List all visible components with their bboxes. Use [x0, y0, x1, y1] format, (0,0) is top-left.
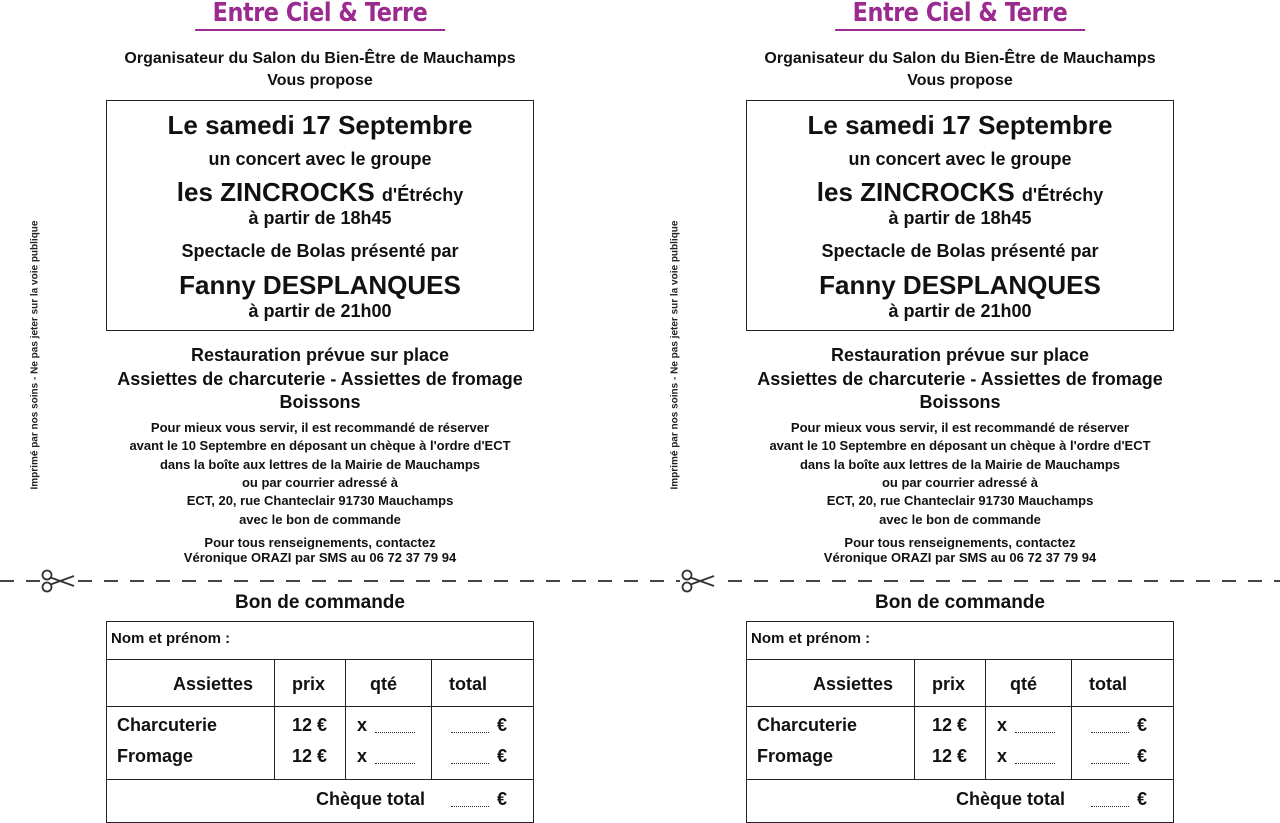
flyer-right [640, 0, 1280, 823]
event-group [640, 177, 1280, 208]
info-line-5: ECT, 20, rue Chanteclair 91730 Mauchamps [826, 493, 1094, 508]
order-form [746, 621, 1174, 823]
currency: € [497, 715, 508, 735]
currency: € [1137, 715, 1148, 735]
side-note: Imprimé par nos soins - Ne pas jeter sur la voie publique [669, 220, 681, 490]
qty-field[interactable] [357, 715, 415, 736]
row-price: 12 € [292, 715, 328, 735]
food-line-1: Restauration prévue sur place [190, 345, 450, 365]
divider [1071, 660, 1072, 780]
brand-title [195, 0, 445, 31]
event-performer: Fanny DESPLANQUES [179, 270, 461, 300]
currency: € [1137, 789, 1148, 809]
divider [345, 660, 346, 780]
qty-field[interactable] [997, 746, 1055, 767]
row-price: 12 € [292, 746, 328, 766]
side-note: Imprimé par nos soins - Ne pas jeter sur la voie publique [29, 220, 41, 490]
divider [747, 706, 1173, 707]
name-label: Nom et prénom : [751, 630, 871, 647]
scissors-icon [40, 569, 78, 593]
group-origin: d'Étréchy [1021, 185, 1104, 205]
dotted-blank [451, 732, 489, 733]
dotted-blank [451, 763, 489, 764]
total-field[interactable] [1091, 746, 1147, 767]
scissors-icon [680, 569, 718, 593]
group-name: les ZINCROCKS [816, 177, 1015, 207]
divider [431, 660, 432, 780]
event-spectacle: Spectacle de Bolas présenté par [181, 241, 459, 261]
dotted-blank [375, 763, 415, 764]
currency: € [1137, 746, 1148, 766]
total-field[interactable] [451, 715, 507, 736]
header-total: total [449, 674, 487, 694]
dotted-blank [375, 732, 415, 733]
info-line-6: avec le bon de commande [239, 512, 401, 527]
header-qty: qté [370, 674, 397, 694]
qty-field[interactable] [997, 715, 1055, 736]
event-concert: un concert avec le groupe [208, 149, 432, 169]
currency: € [497, 746, 508, 766]
row-item: Charcuterie [757, 715, 858, 735]
header-qty: qté [1010, 674, 1037, 694]
event-date: Le samedi 17 Septembre [167, 110, 473, 140]
row-item: Charcuterie [117, 715, 218, 735]
row-item: Fromage [117, 746, 194, 766]
row-price: 12 € [932, 715, 968, 735]
check-total-label: Chèque total [956, 789, 1066, 809]
row-price: 12 € [932, 746, 968, 766]
header-item: Assiettes [813, 674, 894, 694]
info-line-4: ou par courrier adressé à [241, 475, 399, 490]
brand-text: Entre Ciel & Terre [852, 0, 1068, 28]
event-concert: un concert avec le groupe [848, 149, 1072, 169]
divider [747, 659, 1173, 660]
info-line-6: avec le bon de commande [879, 512, 1041, 527]
food-line-2: Assiettes de charcuterie - Assiettes de fromage [757, 369, 1163, 389]
info-line-4: ou par courrier adressé à [881, 475, 1039, 490]
divider [107, 706, 533, 707]
dotted-blank [1091, 732, 1129, 733]
food-line-3: Boissons [919, 392, 1001, 412]
organizer-line: Organisateur du Salon du Bien-Être de Mauchamps [764, 50, 1156, 67]
info-line-7: Pour tous renseignements, contactez [204, 535, 436, 550]
dotted-blank [1015, 763, 1055, 764]
info-line-3: dans la boîte aux lettres de la Mairie de Mauchamps [799, 457, 1121, 472]
order-form [106, 621, 534, 823]
propose-line: Vous propose [907, 72, 1013, 89]
info-line-1: Pour mieux vous servir, il est recommandé de réserver [790, 420, 1130, 435]
name-label: Nom et prénom : [111, 630, 231, 647]
row-item: Fromage [757, 746, 834, 766]
qty-prefix: x [997, 746, 1008, 766]
total-field[interactable] [451, 746, 507, 767]
event-performer: Fanny DESPLANQUES [819, 270, 1101, 300]
info-line-8: Véronique ORAZI par SMS au 06 72 37 79 94 [183, 550, 457, 565]
check-total-field[interactable] [1091, 789, 1147, 810]
qty-prefix: x [357, 715, 368, 735]
divider [107, 779, 533, 780]
header-price: prix [932, 674, 966, 694]
info-line-2: avant le 10 Septembre en déposant un chèque à l'ordre d'ECT [129, 438, 511, 453]
food-line-3: Boissons [279, 392, 361, 412]
qty-field[interactable] [357, 746, 415, 767]
group-origin: d'Étréchy [381, 185, 464, 205]
qty-prefix: x [997, 715, 1008, 735]
group-name: les ZINCROCKS [176, 177, 375, 207]
total-field[interactable] [1091, 715, 1147, 736]
food-line-2: Assiettes de charcuterie - Assiettes de fromage [117, 369, 523, 389]
header-item: Assiettes [173, 674, 254, 694]
order-title: Bon de commande [235, 592, 405, 613]
info-line-2: avant le 10 Septembre en déposant un chèque à l'ordre d'ECT [769, 438, 1151, 453]
currency: € [497, 789, 508, 809]
brand-title [835, 0, 1085, 31]
dotted-blank [1091, 763, 1129, 764]
event-time-spectacle: à partir de 21h00 [888, 301, 1032, 321]
info-line-5: ECT, 20, rue Chanteclair 91730 Mauchamps [186, 493, 454, 508]
info-line-8: Véronique ORAZI par SMS au 06 72 37 79 94 [823, 550, 1097, 565]
info-line-7: Pour tous renseignements, contactez [844, 535, 1076, 550]
event-time-spectacle: à partir de 21h00 [248, 301, 392, 321]
header-total: total [1089, 674, 1127, 694]
brand-text: Entre Ciel & Terre [212, 0, 428, 28]
divider [274, 660, 275, 780]
qty-prefix: x [357, 746, 368, 766]
food-line-1: Restauration prévue sur place [830, 345, 1090, 365]
check-total-label: Chèque total [316, 789, 426, 809]
header-price: prix [292, 674, 326, 694]
divider [107, 659, 533, 660]
info-line-1: Pour mieux vous servir, il est recommandé de réserver [150, 420, 490, 435]
cut-line [0, 580, 1280, 582]
organizer-line: Organisateur du Salon du Bien-Être de Mauchamps [124, 50, 516, 67]
propose-line: Vous propose [267, 72, 373, 89]
divider [914, 660, 915, 780]
info-line-3: dans la boîte aux lettres de la Mairie de Mauchamps [159, 457, 481, 472]
event-spectacle: Spectacle de Bolas présenté par [821, 241, 1099, 261]
divider [747, 779, 1173, 780]
event-date: Le samedi 17 Septembre [807, 110, 1113, 140]
dotted-blank [451, 806, 489, 807]
event-time-concert: à partir de 18h45 [888, 208, 1032, 228]
divider [985, 660, 986, 780]
event-time-concert: à partir de 18h45 [248, 208, 392, 228]
dotted-blank [1015, 732, 1055, 733]
check-total-field[interactable] [451, 789, 507, 810]
dotted-blank [1091, 806, 1129, 807]
order-title: Bon de commande [875, 592, 1045, 613]
event-group [0, 177, 640, 208]
